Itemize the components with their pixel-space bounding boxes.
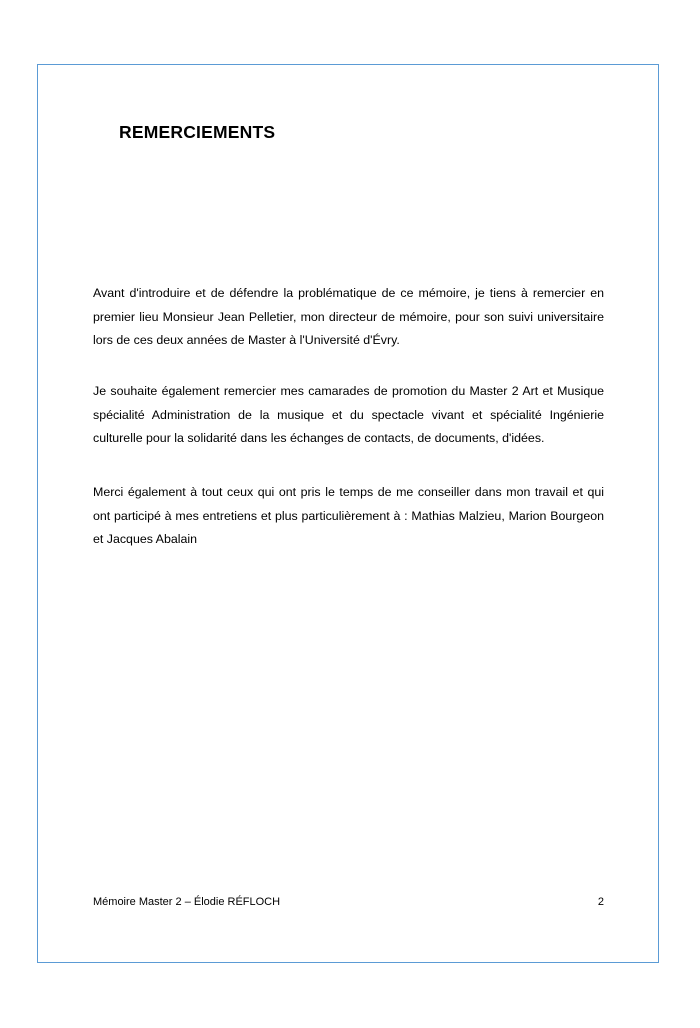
page-title: REMERCIEMENTS (119, 122, 276, 142)
footer-page-number: 2 (597, 896, 604, 908)
footer-author: Mémoire Master 2 – Élodie RÉFLOCH (93, 896, 281, 908)
paragraph-thanks-classmates: Je souhaite également remercier mes camarades de promotion du Master 2 Art et Musique spécialité Administration de la musique et du spectacle vivant et spécialité Ingénierie culturelle pour la solidarité dans les échanges de contacts, de documents, d'idées. (93, 384, 604, 445)
paragraph-thanks-interviewees: Merci également à tout ceux qui ont pris le temps de me conseiller dans mon travail et qui ont participé à mes entretiens et plus particulièrement à : Mathias Malzieu, Marion Bourgeon et Jacques Abalain (93, 485, 604, 546)
paragraph-thanks-director: Avant d'introduire et de défendre la problématique de ce mémoire, je tiens à remercier en premier lieu Monsieur Jean Pelletier, mon directeur de mémoire, pour son suivi universitaire lors de ces deux années de Master à l'Université d'Évry. (93, 286, 604, 347)
